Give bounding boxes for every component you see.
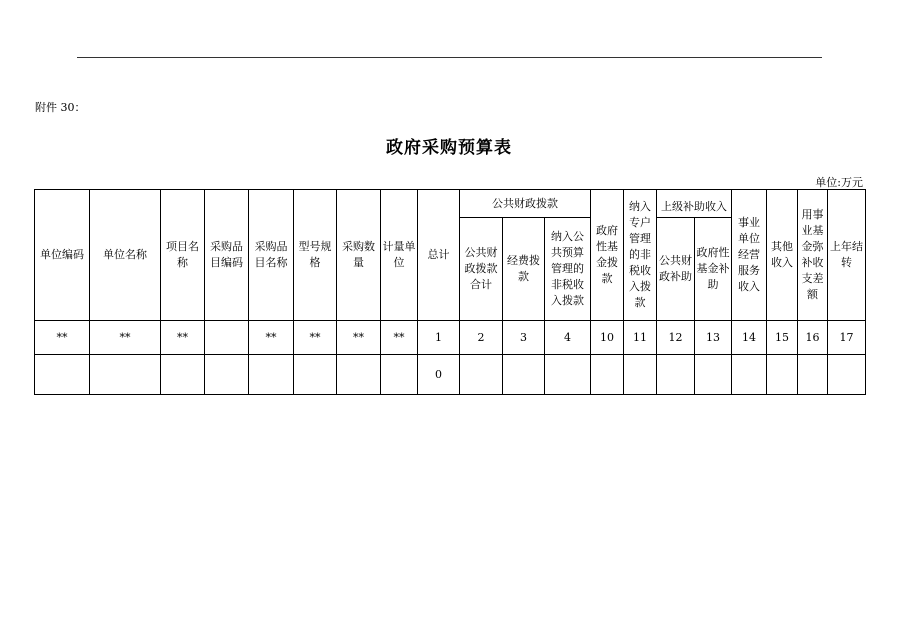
table-cell xyxy=(828,355,866,395)
table-cell xyxy=(732,355,767,395)
table-cell: ** xyxy=(381,321,418,355)
table-cell xyxy=(249,355,294,395)
table-cell xyxy=(205,355,249,395)
table-cell: 4 xyxy=(545,321,591,355)
header-public-fiscal-subsidy: 公共财 政补助 xyxy=(657,218,695,321)
table-cell xyxy=(695,355,732,395)
table-cell: 2 xyxy=(460,321,503,355)
header-fund-deficit: 用事 业基 金弥 补收 支差 额 xyxy=(798,190,828,321)
table-row xyxy=(35,321,866,355)
table-cell: ** xyxy=(337,321,381,355)
header-unit-code: 单位编码 xyxy=(35,190,90,321)
table-cell: 14 xyxy=(732,321,767,355)
header-carry-over: 上年结 转 xyxy=(828,190,866,321)
table-cell xyxy=(624,355,657,395)
table-cell: ** xyxy=(35,321,90,355)
table-cell xyxy=(337,355,381,395)
attachment-label: 附件 30： xyxy=(35,101,86,114)
table-cell: 3 xyxy=(503,321,545,355)
table-cell xyxy=(545,355,591,395)
table-cell xyxy=(657,355,695,395)
table-cell: ** xyxy=(249,321,294,355)
header-row-1 xyxy=(35,190,866,218)
table-cell xyxy=(767,355,798,395)
table-cell: 10 xyxy=(591,321,624,355)
header-measure-unit: 计量单 位 xyxy=(381,190,418,321)
table-cell xyxy=(503,355,545,395)
table-cell: 12 xyxy=(657,321,695,355)
page-title: 政府采购预算表 xyxy=(386,138,512,158)
header-other-income: 其他 收入 xyxy=(767,190,798,321)
header-item-name: 采购品 目名称 xyxy=(249,190,294,321)
header-business-income: 事业 单位 经营 服务 收入 xyxy=(732,190,767,321)
header-public-fiscal-total: 公共财 政拨款 合计 xyxy=(460,218,503,321)
table-cell: 1 xyxy=(418,321,460,355)
table-cell: 17 xyxy=(828,321,866,355)
table-cell xyxy=(591,355,624,395)
table-cell xyxy=(161,355,205,395)
header-public-fiscal-group: 公共财政拨款 xyxy=(460,190,591,218)
procurement-budget-table xyxy=(34,189,866,395)
header-model-spec: 型号规 格 xyxy=(294,190,337,321)
header-rule xyxy=(77,57,822,58)
header-funding-allocation: 经费拨 款 xyxy=(503,218,545,321)
table-cell: ** xyxy=(161,321,205,355)
table-row xyxy=(35,355,866,395)
table-cell xyxy=(35,355,90,395)
table-cell: 11 xyxy=(624,321,657,355)
table-cell xyxy=(381,355,418,395)
header-unit-name: 单位名称 xyxy=(90,190,161,321)
table-cell xyxy=(90,355,161,395)
table-cell: 16 xyxy=(798,321,828,355)
table-cell xyxy=(798,355,828,395)
header-project-name: 项目名 称 xyxy=(161,190,205,321)
header-total: 总计 xyxy=(418,190,460,321)
unit-label: 单位:万元 xyxy=(815,176,863,189)
table-cell: 15 xyxy=(767,321,798,355)
header-item-code: 采购品 目编码 xyxy=(205,190,249,321)
header-non-tax-income: 纳入公 共预算 管理的 非税收 入拨款 xyxy=(545,218,591,321)
table-cell: ** xyxy=(294,321,337,355)
table-cell xyxy=(205,321,249,355)
header-gov-fund-subsidy: 政府性 基金补 助 xyxy=(695,218,732,321)
table-cell: 13 xyxy=(695,321,732,355)
header-quantity: 采购数 量 xyxy=(337,190,381,321)
header-superior-subsidy-group: 上级补助收入 xyxy=(657,190,732,218)
header-special-non-tax: 纳入 专户 管理 的非 税收 入拨 款 xyxy=(624,190,657,321)
table-cell: ** xyxy=(90,321,161,355)
table-cell xyxy=(294,355,337,395)
header-gov-fund: 政府 性基 金拨 款 xyxy=(591,190,624,321)
table-cell: 0 xyxy=(418,355,460,395)
table-cell xyxy=(460,355,503,395)
